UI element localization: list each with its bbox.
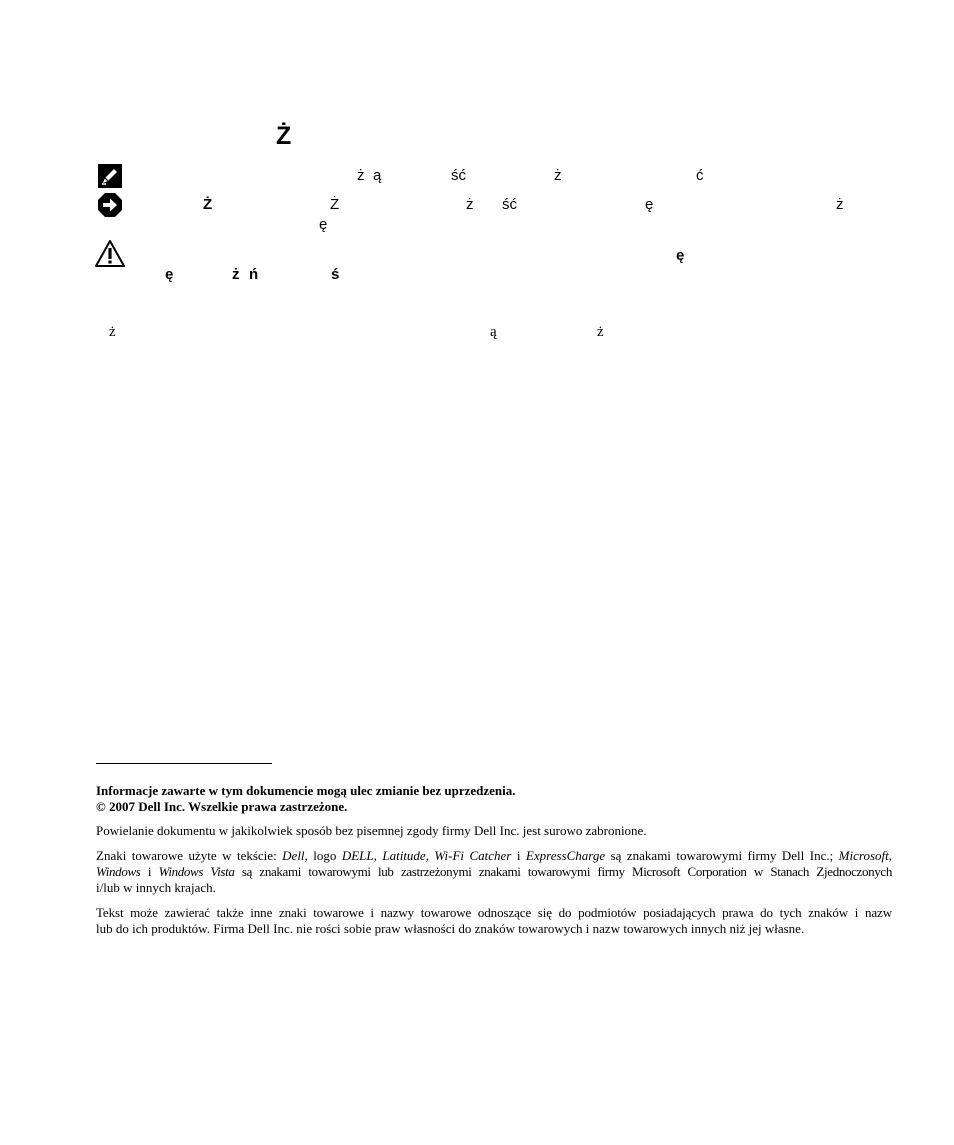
section-heading: Ż [276,122,292,150]
abbrev-glyph: ą [490,324,497,340]
caution-glyph: ż [232,266,240,283]
notice-glyph: ę [645,196,654,213]
trademark-line-1: Znaki towarowe użyte w tekście: Dell, logo DELL, Latitude, Wi-Fi Catcher i ExpressCharge są znakami towarowymi firmy Dell Inc.; Microsoft, [96,848,892,863]
caution-icon [94,239,126,268]
notice-glyph: ę [319,216,328,233]
other-trademarks-line-1: Tekst może zawierać także inne znaki towarowe i nazwy towarowe odnoszące się do podmiotów posiadających prawa do tych znaków i nazw [96,905,892,920]
trademark-latitude: Latitude, Wi-Fi Catcher [382,848,512,863]
note-icon [98,164,122,188]
other-trademarks-line-2: lub do ich produktów. Firma Dell Inc. nie rości sobie praw własności do znaków towarowych i nazw towarowych innych niż jej własne. [96,921,805,936]
note-glyph: ść [451,167,466,184]
reproduction-text: Powielanie dokumentu w jakikolwiek sposób bez pisemnej zgody firmy Dell Inc. jest surowo zabronione. [96,823,647,838]
trademark-dell-logo: DELL [341,848,374,863]
trademark-windows-vista: Windows Vista [158,864,235,879]
abbrev-glyph: ż [109,324,116,340]
notice-glyph: ż [466,196,474,213]
trademark-microsoft: Microsoft [838,848,889,863]
note-glyph: ą [373,167,382,184]
note-glyph: ż [357,167,365,184]
caution-glyph: ę [676,247,685,264]
notice-icon [97,192,123,218]
notice-glyph: ż [836,196,844,213]
footer [96,783,892,815]
footer-rule [96,763,272,764]
caution-glyph: ę [165,266,174,283]
reproduction-notice [96,823,892,839]
trademark-notice [96,848,892,896]
other-trademarks-notice [96,905,892,937]
caution-glyph: ś [331,266,340,283]
note-glyph: ć [696,167,704,184]
notice-label-glyph: Ż [203,196,213,213]
trademark-line-3: i/lub w innych krajach. [96,880,216,895]
disclaimer-line: Informacje zawarte w tym dokumencie mogą ulec zmianie bez uprzedzenia. [96,783,516,798]
trademark-windows: Windows [96,864,141,879]
copyright-line: © 2007 Dell Inc. Wszelkie prawa zastrzeżone. [96,799,348,814]
note-glyph: ż [554,167,562,184]
notice-glyph: Ż [330,196,340,213]
trademark-line-2: Windows i Windows Vista są znakami towarowymi lub zastrzeżonymi znakami towarowymi firmy Microsoft Corporation w Stanach Zjednoczonych [96,864,893,879]
trademark-dell: Dell [282,848,305,863]
abbrev-glyph: ż [597,324,604,340]
caution-glyph: ń [249,266,259,283]
notice-glyph: ść [502,196,517,213]
trademark-expresscharge: ExpressCharge [525,848,606,863]
